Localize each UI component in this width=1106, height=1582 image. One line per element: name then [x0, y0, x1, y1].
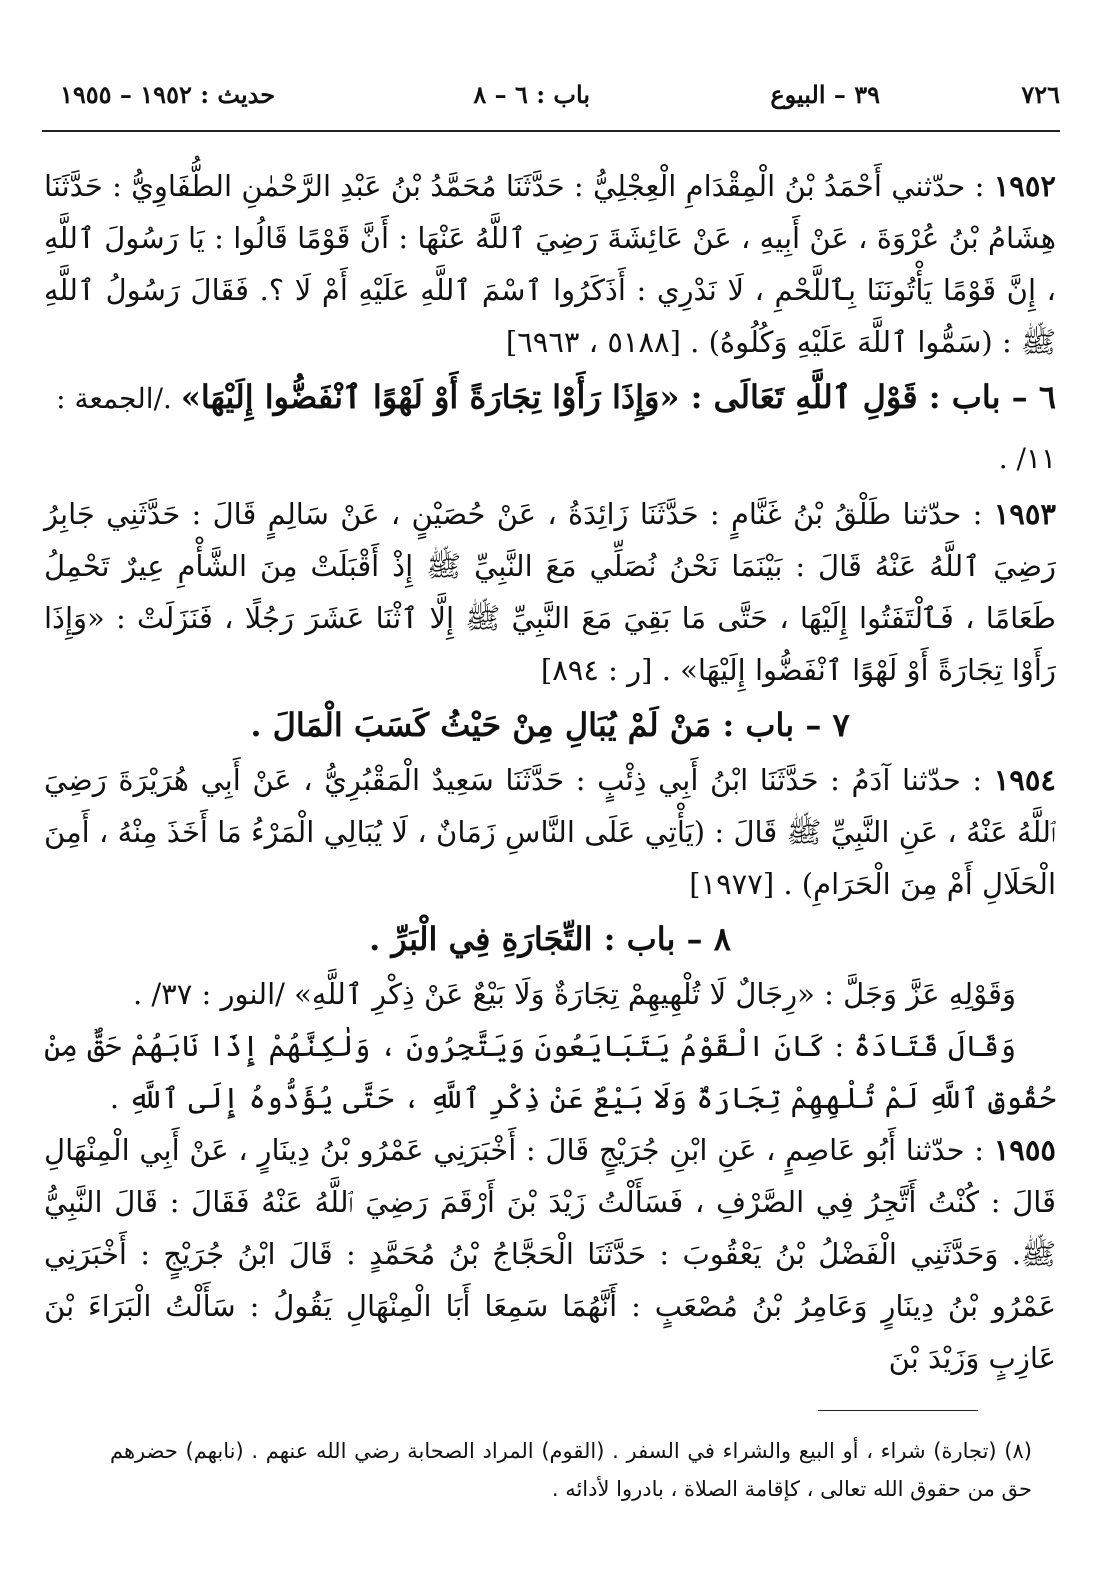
hadith-text: : حدّثنا آدَمُ : حَدَّثَنَا ابْنُ أَبِي ذِئْبٍ : حَدَّثَنَا سَعِيدٌ الْمَقْبُرِيُّ ، عَنْ أَبِي هُرَيْرَةَ رَضِيَ ٱللَّهُ عَنْهُ ، عَنِ النَّبِيِّ ﷺ قَالَ : (يَأْتِي عَلَى النَّاسِ زَمَانٌ ، لَا يُبَالِي الْمَرْءُ مَا أَخَذَ مِنْهُ ، أَمِنَ الْحَلَالِ أَمْ مِنَ الْحَرَامِ) . [١٩٧٧] — [44, 763, 1056, 901]
footnote: (٨) (تجارة) شراء ، أو البيع والشراء في السفر . (القوم) المراد الصحابة رضي الله عنهم . (نابهم) حضرهم حق من حقوق الله تعالى ، كإقامة الصلاة ، بادروا لأدائه . — [110, 1439, 1032, 1501]
page-body — [44, 160, 1056, 1384]
bab-title: ٦ – باب : قَوْلِ ٱللَّهِ تَعَالَى : «وَإِذَا رَأَوْا تِجَارَةً أَوْ لَهْوًا ٱنْفَضُّوا إِلَيْهَا» — [180, 378, 1056, 416]
bab-title: ٨ – باب : التِّجَارَةِ فِي الْبَرِّ . — [369, 920, 731, 958]
hadith-1954 — [44, 754, 1056, 910]
bab-heading-6 — [44, 368, 1056, 488]
header-divider — [42, 130, 1060, 132]
hadith-1953 — [44, 488, 1056, 696]
hadith-number: ١٩٥٤ — [993, 763, 1056, 797]
footnote-divider — [818, 1410, 978, 1411]
bab-title: ٧ – باب : مَنْ لَمْ يُبَالِ مِنْ حَيْثُ كَسَبَ الْمَالَ . — [250, 706, 850, 744]
hadith-range: حديث : ١٩٥٢ – ١٩٥٥ — [60, 80, 276, 109]
page-header — [40, 70, 1060, 114]
hadith-text: : حدّثني أَحْمَدُ بْنُ الْمِقْدَامِ الْعِجْلِيُّ : حَدَّثَنَا مُحَمَّدُ بْنُ عَبْدِ الرَّحْمٰنِ الطُّفَاوِيُّ : حَدَّثَنَا هِشَامُ بْنُ عُرْوَةَ ، عَنْ أَبِيهِ ، عَنْ عَائِشَةَ رَضِيَ ٱللَّهُ عَنْهَا : أَنَّ قَوْمًا قَالُوا : يَا رَسُولَ ٱللَّهِ ، إِنَّ قَوْمًا يَأْتُونَنَا بِٱللَّحْمِ ، لَا نَدْرِي : أَذَكَرُوا ٱسْمَ ٱللَّهِ عَلَيْهِ أَمْ لَا ؟. فَقَالَ رَسُولُ ٱللَّهِ ﷺ : (سَمُّوا ٱللَّهَ عَلَيْهِ وَكُلُوهُ) . [٥١٨٨ ، ٦٩٦٣] — [44, 169, 1056, 359]
page-number: ٧٢٦ — [1021, 80, 1060, 109]
hadith-1955 — [44, 1124, 1056, 1384]
quran-reference: ./الجمعة : ١١/ . — [56, 382, 1056, 475]
hadith-number: ١٩٥٢ — [993, 169, 1056, 203]
bab-heading-8 — [44, 910, 1056, 968]
hadith-text: : حدّثنا أَبُو عَاصِمٍ ، عَنِ ابْنِ جُرَيْجٍ قَالَ : أَخْبَرَنِي عَمْرُو بْنُ دِينَارٍ ، عَنْ أَبِي الْمِنْهَالِ قَالَ : كُنْتُ أَتَّجِرُ فِي الصَّرْفِ ، فَسَأَلْتُ زَيْدَ بْنَ أَرْقَمَ رَضِيَ ٱللَّهُ عَنْهُ فَقَالَ : قَالَ النَّبِيُّ ﷺ. وَحَدَّثَنِي الْفَضْلُ بْنُ يَعْقُوبَ : حَدَّثَنَا الْحَجَّاجُ بْنُ مُحَمَّدٍ : قَالَ ابْنُ جُرَيْجٍ : أَخْبَرَنِي عَمْرُو بْنُ دِينَارٍ وَعَامِرُ بْنُ مُصْعَبٍ : أَنَّهُمَا سَمِعَا أَبَا الْمِنْهَالِ يَقُولُ : سَأَلْتُ الْبَرَاءَ بْنَ عَازِبٍ وَزَيْدَ بْنَ — [44, 1133, 1056, 1375]
bab-range: باب : ٦ – ٨ — [473, 80, 590, 109]
bab-heading-7 — [44, 696, 1056, 754]
quran-verse-paragraph: وَقَوْلِهِ عَزَّ وَجَلَّ : «رِجَالٌ لَا تُلْهِيهِمْ تِجَارَةٌ وَلَا بَيْعٌ عَنْ ذِكْرِ ٱللَّهِ» /النور : ٣٧/ . — [132, 977, 1016, 1011]
hadith-number: ١٩٥٣ — [993, 497, 1056, 531]
book-title: ٣٩ – البيوع — [770, 80, 880, 109]
hadith-number: ١٩٥٥ — [993, 1133, 1056, 1167]
qatada-paragraph: وَقَالَ قَتَادَةُ : كَانَ الْقَوْمُ يَتَبَايَعُونَ وَيَتَّجِرُونَ ، وَلٰكِنَّهُمْ إِذَا نَابَهُمْ حَقٌّ مِنْ حُقُوقِ ٱللَّهِ لَمْ تُلْهِهِمْ تِجَارَةٌ وَلَا بَيْعٌ عَنْ ذِكْرِ ٱللَّهِ ، حَتَّى يُؤَدُّوهُ إِلَى ٱللَّهِ . — [44, 1029, 1056, 1115]
hadith-text: : حدّثنا طَلْقُ بْنُ غَنَّامٍ : حَدَّثَنَا زَائِدَةُ ، عَنْ حُصَيْنٍ ، عَنْ سَالِمٍ قَالَ : حَدَّثَنِي جَابِرُ رَضِيَ ٱللَّهُ عَنْهُ قَالَ : بَيْنَمَا نَحْنُ نُصَلِّي مَعَ النَّبِيِّ ﷺ إِذْ أَقْبَلَتْ مِنَ الشَّأْمِ عِيرٌ تَحْمِلُ طَعَامًا ، فَٱلْتَفَتُوا إِلَيْهَا ، حَتَّى مَا بَقِيَ مَعَ النَّبِيِّ ﷺ إِلَّا ٱثْنَا عَشَرَ رَجُلًا ، فَنَزَلَتْ : «وَإِذَا رَأَوْا تِجَارَةً أَوْ لَهْوًا ٱنْفَضُّوا إِلَيْهَا» . [ر : ٨٩٤] — [44, 497, 1056, 687]
hadith-1952 — [44, 160, 1056, 368]
